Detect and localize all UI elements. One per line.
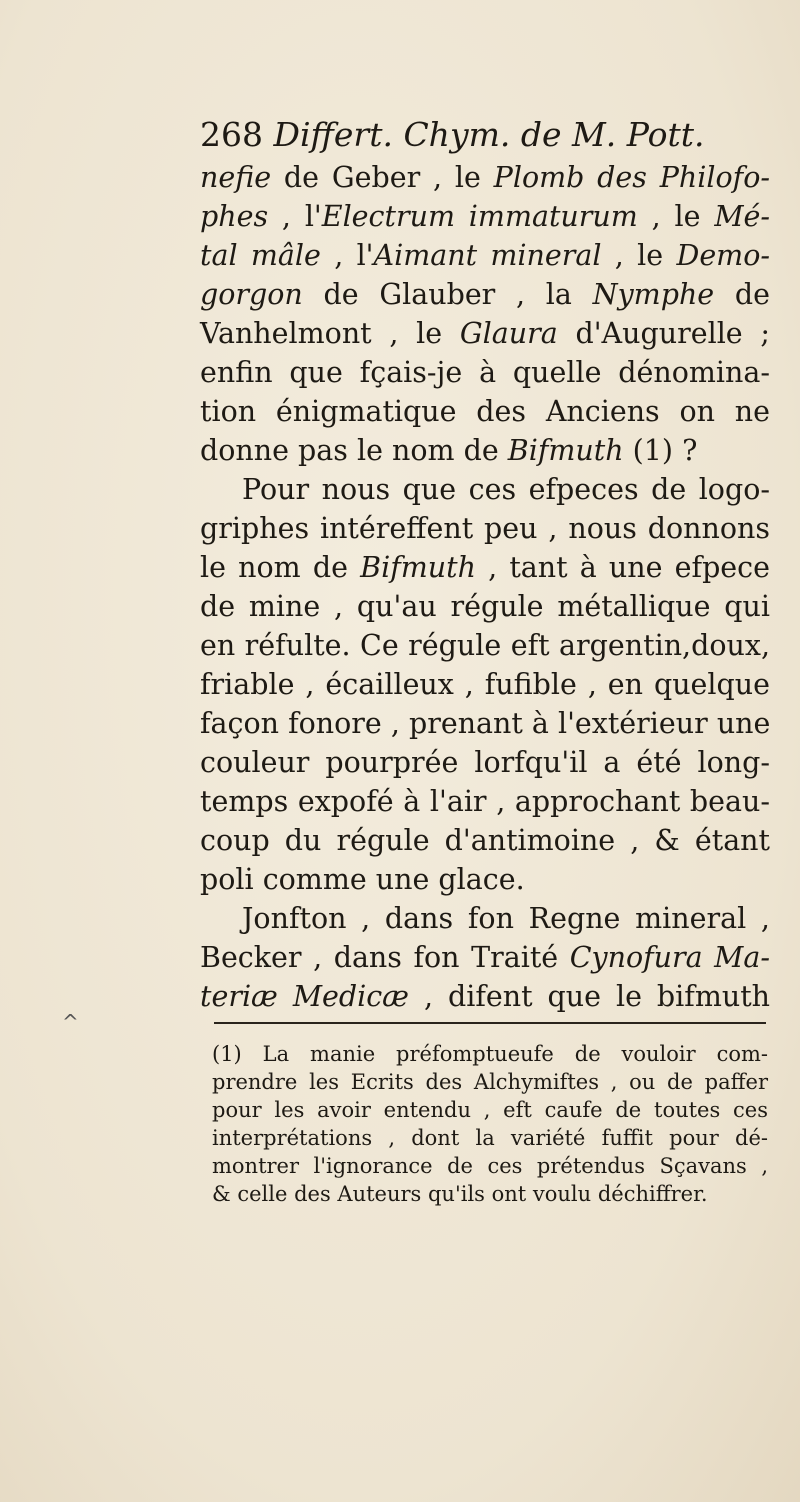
footnote-line: montrer l'ignorance de ces prétendus Sçavans , bbox=[212, 1154, 768, 1178]
body-line-10 bbox=[200, 509, 770, 548]
body-text: gorgon bbox=[200, 278, 303, 311]
body-line-12 bbox=[200, 587, 770, 626]
body-text: teriæ Medicæ bbox=[200, 980, 409, 1013]
footnote-rule bbox=[214, 1022, 766, 1024]
body-text: friable , écailleux , fufible , en quelque bbox=[200, 668, 770, 701]
body-text: Bifmuth bbox=[360, 551, 476, 584]
body-text: griphes intéreffent peu , nous donnons bbox=[200, 512, 770, 545]
body-text: , le bbox=[601, 239, 677, 272]
footnotes bbox=[212, 1040, 768, 1208]
body-text: temps expofé à l'air , approchant beau- bbox=[200, 785, 770, 818]
body-text: Vanhelmont , le bbox=[200, 317, 460, 350]
main-text bbox=[200, 112, 770, 1016]
body-line-22 bbox=[200, 977, 770, 1016]
body-text: phes bbox=[200, 200, 269, 233]
body-text: Aimant mineral bbox=[373, 239, 602, 272]
body-text: Nymphe bbox=[592, 278, 715, 311]
body-text: Plomb des Philofo- bbox=[493, 161, 770, 194]
body-line-3 bbox=[200, 236, 770, 275]
body-line-7 bbox=[200, 392, 770, 431]
body-text: donne pas le nom de bbox=[200, 434, 508, 467]
body-line-6 bbox=[200, 353, 770, 392]
body-line-16 bbox=[200, 743, 770, 782]
body-text: le nom de bbox=[200, 551, 361, 584]
page-number: 268 bbox=[200, 115, 263, 154]
margin-mark: ^ bbox=[62, 1010, 79, 1034]
body-line-13 bbox=[200, 626, 770, 665]
running-title: Differt. Chym. de M. Pott. bbox=[273, 115, 705, 154]
body-text: de Geber , le bbox=[271, 161, 494, 194]
body-line-18 bbox=[200, 821, 770, 860]
body-line-4 bbox=[200, 275, 770, 314]
body-text: tion énigmatique des Anciens on ne bbox=[200, 395, 770, 428]
body-line-5 bbox=[200, 314, 770, 353]
body-line-21 bbox=[200, 938, 770, 977]
body-line-15 bbox=[200, 704, 770, 743]
body-text: de mine , qu'au régule métallique qui bbox=[200, 590, 770, 623]
body-text: , le bbox=[637, 200, 715, 233]
body-text: d'Augurelle ; bbox=[557, 317, 771, 350]
body-text: Glaura bbox=[459, 317, 558, 350]
body-text: Electrum immaturum bbox=[321, 200, 638, 233]
body-line-2 bbox=[200, 197, 770, 236]
body-text: poli comme une glace. bbox=[200, 863, 525, 896]
body-text: Mé- bbox=[714, 200, 770, 233]
running-head bbox=[200, 112, 770, 158]
footnote-line: & celle des Auteurs qu'ils ont voulu déchiffrer. bbox=[212, 1182, 708, 1206]
body-text: Cynofura Ma- bbox=[569, 941, 770, 974]
body-text: coup du régule d'antimoine , & étant bbox=[200, 824, 770, 857]
body-text: enfin que fçais-je à quelle dénomina- bbox=[200, 356, 770, 389]
body-text: nefie bbox=[200, 161, 272, 194]
body-text: Becker , dans fon Traité bbox=[200, 941, 570, 974]
footnote-line: interprétations , dont la variété fuffit pour dé- bbox=[212, 1126, 768, 1150]
body-line-17 bbox=[200, 782, 770, 821]
body-text: (1) ? bbox=[623, 434, 698, 467]
body-text: , l' bbox=[268, 200, 322, 233]
body-line-11 bbox=[200, 548, 770, 587]
body-text: , tant à une efpece bbox=[475, 551, 771, 584]
body-text: , difent que le bifmuth bbox=[408, 980, 771, 1013]
body-line-8 bbox=[200, 431, 770, 470]
body-text: Demo- bbox=[676, 239, 770, 272]
body-line-9 bbox=[200, 470, 770, 509]
body-text: couleur pourprée lorfqu'il a été long- bbox=[200, 746, 770, 779]
body-text: en réfulte. Ce régule eft argentin,doux, bbox=[200, 629, 770, 662]
body-line-20 bbox=[200, 899, 770, 938]
footnote-line: pour les avoir entendu , eft caufe de toutes ces bbox=[212, 1098, 768, 1122]
body-text: Pour nous que ces efpeces de logo- bbox=[242, 473, 770, 506]
body-line-14 bbox=[200, 665, 770, 704]
body-text: de Glauber , la bbox=[302, 278, 593, 311]
body-line-19 bbox=[200, 860, 770, 899]
body-text: Bifmuth bbox=[507, 434, 624, 467]
body-text: , l' bbox=[320, 239, 374, 272]
body-text: de bbox=[714, 278, 771, 311]
body-text: Jonfton , dans fon Regne mineral , bbox=[242, 902, 770, 935]
body-line-1 bbox=[200, 158, 770, 197]
body-text: tal mâle bbox=[200, 239, 321, 272]
body-text: façon fonore , prenant à l'extérieur une bbox=[200, 707, 771, 740]
footnote-line: prendre les Ecrits des Alchymiftes , ou de paffer bbox=[212, 1070, 768, 1094]
footnote-line: (1) La manie préfomptueufe de vouloir com- bbox=[212, 1042, 768, 1066]
